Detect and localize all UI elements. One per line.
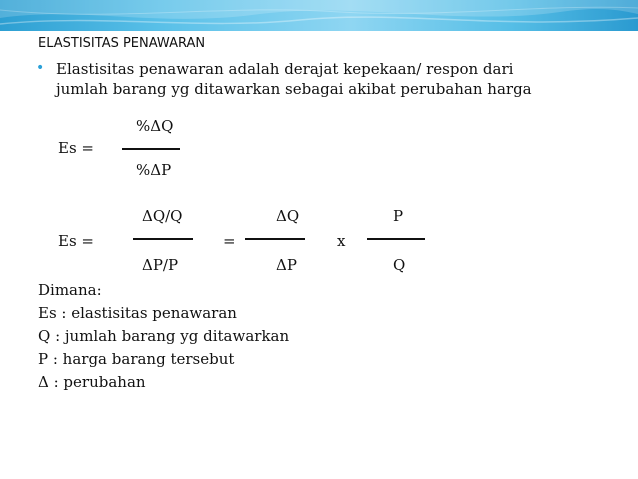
bullet-line-1: Elastisitas penawaran adalah derajat kepekaan/ respon dari <box>56 60 514 78</box>
formula2-frac2-numerator: ΔQ <box>276 207 300 225</box>
definitions-heading: Dimana: <box>38 281 102 299</box>
formula1-denominator: %ΔP <box>136 161 172 179</box>
definition-item: Δ : perubahan <box>38 373 146 391</box>
definition-item: P : harga barang tersebut <box>38 350 235 368</box>
formula2-frac1-denominator: ΔP/P <box>142 256 179 274</box>
bullet-icon: • <box>36 60 45 76</box>
formula2-frac2-bar <box>245 238 305 240</box>
formula2-times: x <box>337 232 346 250</box>
formula2-frac3-numerator: P <box>393 207 404 225</box>
formula2-frac1-bar <box>133 238 193 240</box>
definition-item: Q : jumlah barang yg ditawarkan <box>38 327 290 345</box>
formula1-lhs: Es = <box>58 139 94 157</box>
formula2-frac1-numerator: ΔQ/Q <box>142 207 183 225</box>
formula2-lhs: Es = <box>58 232 94 250</box>
definition-item: Es : elastisitas penawaran <box>38 304 237 322</box>
formula2-equals: = <box>223 232 236 250</box>
formula2-frac2-denominator: ΔP <box>276 256 297 274</box>
formula2-frac3-denominator: Q <box>393 256 406 274</box>
formula1-numerator: %ΔQ <box>136 117 174 135</box>
bullet-line-2: jumlah barang yg ditawarkan sebagai akibat perubahan harga <box>56 80 532 98</box>
formula2-frac3-bar <box>367 238 425 240</box>
formula1-fraction-bar <box>122 148 180 150</box>
wave-decoration <box>0 0 638 31</box>
slide-title: ELASTISITAS PENAWARAN <box>38 36 206 51</box>
header-banner <box>0 0 638 31</box>
